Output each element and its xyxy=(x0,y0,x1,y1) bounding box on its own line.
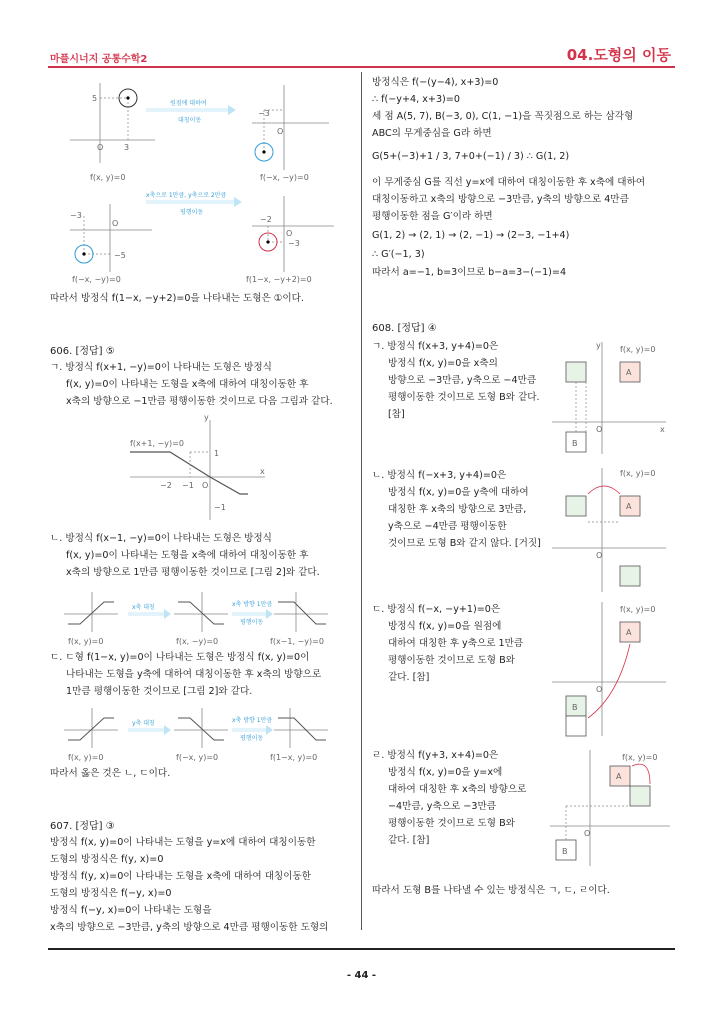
p608-figC-o: O xyxy=(596,685,603,694)
p606-figA-cap: f(x+1, −y)=0 xyxy=(130,439,184,448)
p605-arrow2-l1: x축으로 1만큼, y축으로 2만큼 xyxy=(146,192,227,199)
p606-rowB xyxy=(64,590,344,646)
p608-figD-cap: f(x, y)=0 xyxy=(622,753,658,762)
p605-fig1 xyxy=(60,78,170,188)
p605-fig4 xyxy=(244,196,344,292)
p606-rowB-c1: f(x, y)=0 xyxy=(68,637,104,646)
header-left: 마플시너지 공통수학2 xyxy=(50,54,148,65)
p605-fig3-cap: f(−x, −y)=0 xyxy=(72,275,121,284)
p608-conclusion: 따라서 도형 B를 나타낼 수 있는 방정식은 ㄱ, ㄷ, ㄹ이다. xyxy=(372,885,610,896)
p608-figB-o: O xyxy=(596,551,603,560)
p606-figA-o: O xyxy=(202,481,209,490)
p608-figC xyxy=(548,600,678,740)
p608-figA xyxy=(548,340,678,456)
p607-line-4: 방정식 f(−y, x)=0이 나타내는 도형을 xyxy=(50,905,212,916)
p608-d-5: 같다. [참] xyxy=(388,835,430,846)
p608-figC-B: B xyxy=(572,703,578,712)
p605-fig4-xm2: −2 xyxy=(260,215,272,224)
p608-b-2: 대칭한 후 x축의 방향으로 3만큼, xyxy=(388,504,527,515)
p607-cont-4: G(5+(−3)+1 / 3, 7+0+(−1) / 3) ∴ G(1, 2) xyxy=(372,151,570,162)
p606-rowB-c3: f(x−1, −y)=0 xyxy=(270,637,324,646)
p607-title: 607. [정답] ③ xyxy=(50,821,115,832)
p606-a-2: x축의 방향으로 −1만큼 평행이동한 것이므로 다음 그림과 같다. xyxy=(66,396,333,407)
p608-c-3: 평행이동한 것이므로 도형 B와 xyxy=(388,655,515,666)
p607-cont-5: 이 무게중심 G를 직선 y=x에 대하여 대칭이동한 후 x축에 대하여 xyxy=(372,177,646,188)
p605-conclusion: 따라서 방정식 f(1−x, −y+2)=0을 나타내는 도형은 ①이다. xyxy=(50,293,304,304)
p608-c-4: 같다. [참] xyxy=(388,672,430,683)
p608-d-4: 평행이동한 것이므로 도형 B와 xyxy=(388,818,515,829)
p605-fig1-x3: 3 xyxy=(124,143,130,152)
p607-line-2: 방정식 f(y, x)=0이 나타내는 도형을 x축에 대하여 대칭이동한 xyxy=(50,871,312,882)
p608-figA-y: y xyxy=(596,341,601,350)
p605-fig3-xm3: −3 xyxy=(70,211,82,220)
p606-c-1: 나타내는 도형을 y축에 대하여 대칭이동한 후 x축의 방향으로 xyxy=(66,669,322,680)
p606-rowC-a2a: x축 방향 1만큼 xyxy=(232,717,273,724)
p608-a-2: 방향으로 −3만큼, y축으로 −4만큼 xyxy=(388,375,537,386)
p608-figC-A: A xyxy=(626,628,632,637)
p608-c-2: 대하여 대칭한 후 y축으로 1만큼 xyxy=(388,638,524,649)
p605-fig1-cap: f(x, y)=0 xyxy=(90,173,126,182)
p606-rowB-a1: x축 대칭 xyxy=(132,604,155,611)
p606-figA-bm1: −1 xyxy=(214,503,226,512)
p608-a-1: 방정식 f(x, y)=0을 x축의 xyxy=(388,358,498,369)
p606-rowC-c2: f(−x, y)=0 xyxy=(176,753,219,762)
p606-figA-y: y xyxy=(204,413,209,422)
column-divider xyxy=(361,72,362,930)
p605-fig1-y5: 5 xyxy=(92,94,98,103)
p606-rowC-a2b: 평행이동 xyxy=(240,735,264,742)
p607-cont-10: 따라서 a=−1, b=3이므로 b−a=3−(−1)=4 xyxy=(372,267,567,278)
p607-cont-9: ∴ G′(−1, 3) xyxy=(372,249,425,260)
p608-title: 608. [정답] ④ xyxy=(372,323,437,334)
p605-arrow1-l2: 대칭이동 xyxy=(178,117,202,124)
p608-figA-o: O xyxy=(596,425,603,434)
p608-figC-cap: f(x, y)=0 xyxy=(620,605,656,614)
p608-figB-A: A xyxy=(626,502,632,511)
p607-cont-7: 평행이동한 점을 G′이라 하면 xyxy=(372,211,493,222)
p608-c-1: 방정식 f(x, y)=0을 원점에 xyxy=(388,621,502,632)
header-right: 04.도형의 이동 xyxy=(566,46,671,64)
p608-d-1: 방정식 f(x, y)=0을 y=x에 xyxy=(388,767,503,778)
p605-fig2 xyxy=(244,80,344,190)
p605-arrow2-l2: 평행이동 xyxy=(180,209,204,216)
p605-fig4-cap: f(1−x, −y+2)=0 xyxy=(246,275,312,284)
p607-cont-8: G(1, 2) → (2, 1) → (2, −1) → (2−3, −1+4) xyxy=(372,230,570,241)
p606-b-2: x축의 방향으로 1만큼 평행이동한 것이므로 [그림 2]와 같다. xyxy=(66,567,320,578)
p605-fig3-o: O xyxy=(112,219,119,228)
p608-figD-o: O xyxy=(584,829,591,838)
p606-b-1: f(x, y)=0이 나타내는 도형을 x축에 대하여 대칭이동한 후 xyxy=(66,550,309,561)
footer-rule xyxy=(48,948,675,950)
p606-c-2: 1만큼 평행이동한 것이므로 [그림 2]와 같다. xyxy=(66,686,253,697)
p608-d-2: 대하여 대칭한 후 x축의 방향으로 xyxy=(388,784,527,795)
p605-fig4-o: O xyxy=(286,229,293,238)
p607-cont-3: ABC의 무게중심을 G라 하면 xyxy=(372,128,492,139)
p606-conclusion: 따라서 옳은 것은 ㄴ, ㄷ이다. xyxy=(50,768,171,779)
p608-a-0: ㄱ. 방정식 f(x+3, y+4)=0은 xyxy=(372,341,499,352)
header-rule xyxy=(48,66,675,68)
p607-line-3: 도형의 방정식은 f(−y, x)=0 xyxy=(50,888,172,899)
p608-figA-A: A xyxy=(626,368,632,377)
p605-fig2-o: O xyxy=(277,127,284,136)
p607-cont-1: ∴ f(−y+4, x+3)=0 xyxy=(372,94,460,105)
p606-rowC-c1: f(x, y)=0 xyxy=(68,753,104,762)
p605-fig3-ym5: −5 xyxy=(114,251,126,260)
p606-figA-m1: −1 xyxy=(182,481,194,490)
p607-line-5: x축의 방향으로 −3만큼, y축의 방향으로 4만큼 평행이동한 도형의 xyxy=(50,922,329,933)
p608-b-4: 것이므로 도형 B와 같지 않다. [거짓] xyxy=(388,538,541,549)
p606-c-0: ㄷ. ㄷ형 f(1−x, y)=0이 나타내는 도형은 방정식 f(x, y)=0이 xyxy=(50,652,310,663)
p606-a-0: ㄱ. 방정식 f(x+1, −y)=0이 나타내는 도형은 방정식 xyxy=(50,362,272,373)
p608-a-3: 평행이동한 것이므로 도형 B와 같다. xyxy=(388,392,540,403)
p607-cont-0: 방정식은 f(−(y−4), x+3)=0 xyxy=(372,77,499,88)
p605-fig4-ym3: −3 xyxy=(288,239,300,248)
p608-c-0: ㄷ. 방정식 f(−x, −y+1)=0은 xyxy=(372,604,501,615)
p608-figD xyxy=(546,748,678,870)
p606-figA xyxy=(130,414,270,524)
p606-rowC-a1: y축 대칭 xyxy=(132,720,155,727)
page-number: - 44 - xyxy=(346,970,377,981)
p606-figA-m2: −2 xyxy=(160,481,172,490)
p608-figB-cap: f(x, y)=0 xyxy=(620,469,656,478)
p606-rowB-c2: f(x, −y)=0 xyxy=(176,637,219,646)
p608-a-4: [참] xyxy=(388,409,405,420)
p607-cont-2: 세 점 A(5, 7), B(−3, 0), C(1, −1)을 꼭짓점으로 하는 삼각형 xyxy=(372,111,634,122)
p608-figD-A: A xyxy=(616,772,622,781)
p608-d-0: ㄹ. 방정식 f(y+3, x+4)=0은 xyxy=(372,750,499,761)
p606-a-1: f(x, y)=0이 나타내는 도형을 x축에 대하여 대칭이동한 후 xyxy=(66,379,309,390)
p608-figB xyxy=(548,466,678,594)
p606-figA-t1: 1 xyxy=(214,449,220,458)
p605-arrow1 xyxy=(146,98,236,130)
p605-fig3 xyxy=(62,202,162,292)
p606-figA-x: x xyxy=(260,467,265,476)
p606-rowC-c3: f(1−x, y)=0 xyxy=(270,753,318,762)
p608-b-3: y축으로 −4만큼 평행이동한 xyxy=(388,521,507,532)
p608-d-3: −4만큼, y축으로 −3만큼 xyxy=(388,801,496,812)
p608-figA-x: x xyxy=(660,425,665,434)
p608-figA-cap: f(x, y)=0 xyxy=(620,345,656,354)
p607-line-1: 도형의 방정식은 f(y, x)=0 xyxy=(50,854,164,865)
p608-figD-B: B xyxy=(562,847,568,856)
p606-rowB-a2a: x축 방향 1만큼 xyxy=(232,601,273,608)
p607-line-0: 방정식 f(x, y)=0이 나타내는 도형을 y=x에 대하여 대칭이동한 xyxy=(50,837,316,848)
p605-arrow1-l1: 원점에 대하여 xyxy=(170,100,207,107)
p605-fig2-ym3: −3 xyxy=(258,109,270,118)
p608-b-0: ㄴ. 방정식 f(−x+3, y+4)=0은 xyxy=(372,470,507,481)
p608-figA-B: B xyxy=(572,439,578,448)
p605-fig2-cap: f(−x, −y)=0 xyxy=(260,173,309,182)
p607-cont-6: 대칭이동하고 x축의 방향으로 −3만큼, y축의 방향으로 4만큼 xyxy=(372,194,629,205)
p606-b-0: ㄴ. 방정식 f(x−1, −y)=0이 나타내는 도형은 방정식 xyxy=(50,533,272,544)
p608-b-1: 방정식 f(x, y)=0을 y축에 대하여 xyxy=(388,487,529,498)
p605-fig1-o: O xyxy=(97,143,104,152)
p606-rowB-a2b: 평행이동 xyxy=(240,619,264,626)
p606-rowC xyxy=(64,706,344,762)
p606-title: 606. [정답] ⑤ xyxy=(50,346,115,357)
